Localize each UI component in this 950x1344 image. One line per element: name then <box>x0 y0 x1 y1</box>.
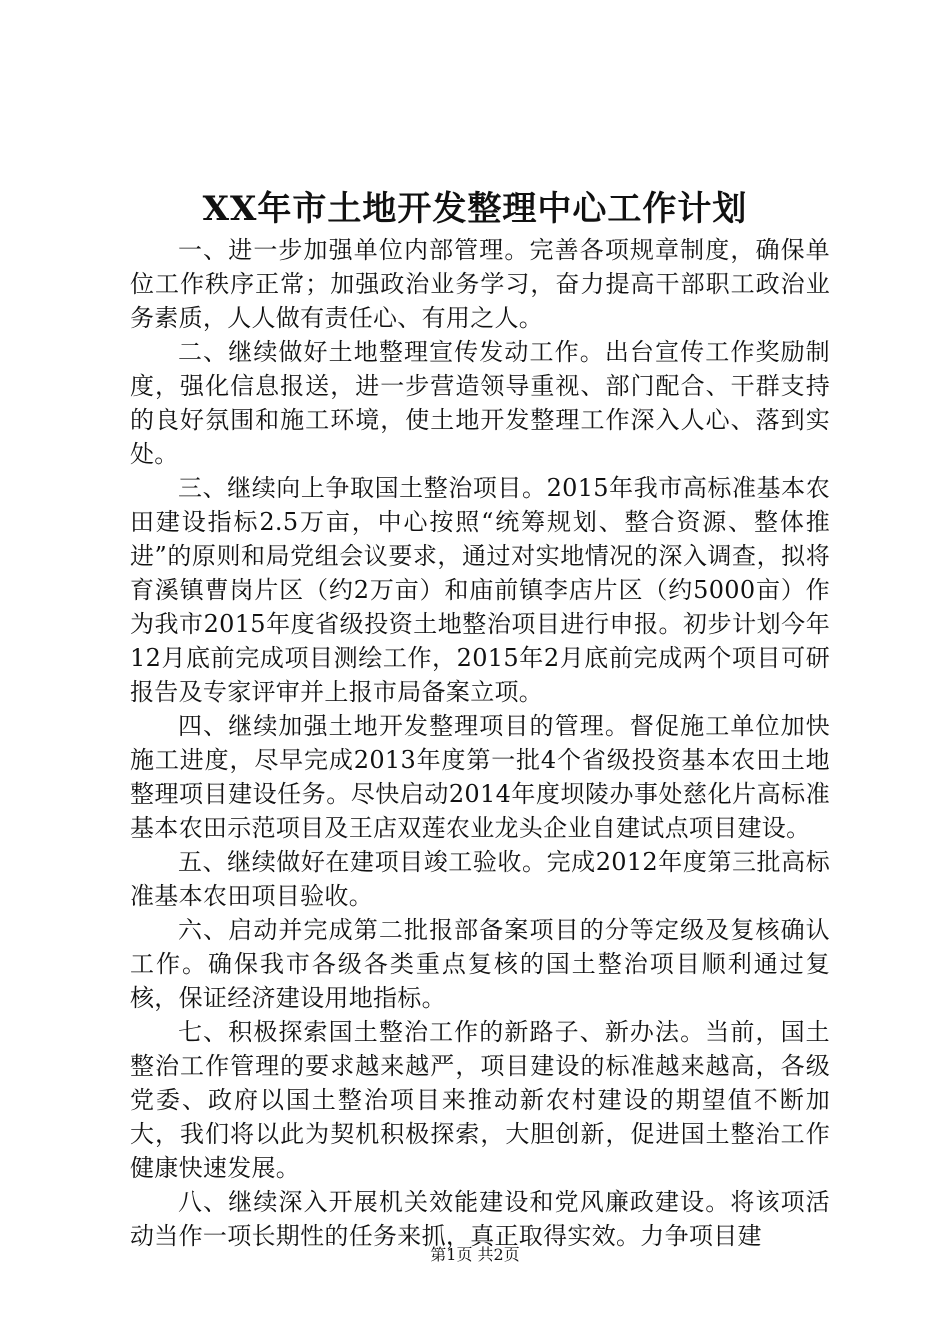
paragraph-1: 一、进一步加强单位内部管理。完善各项规章制度，确保单位工作秩序正常；加强政治业务学习，奋力提高干部职工政治业务素质，人人做有责任心、有用之人。 <box>130 236 830 332</box>
paragraph-7: 七、积极探索国土整治工作的新路子、新办法。当前，国土整治工作管理的要求越来越严，项目建设的标准越来越高，各级党委、政府以国土整治项目来推动新农村建设的期望值不断加大，我们将以此为契机积极探索，大胆创新，促进国土整治工作健康快速发展。 <box>130 1018 830 1182</box>
paragraph-6: 六、启动并完成第二批报部备案项目的分等定级及复核确认工作。确保我市各级各类重点复核的国土整治项目顺利通过复核，保证经济建设用地指标。 <box>130 916 830 1012</box>
paragraph-2: 二、继续做好土地整理宣传发动工作。出台宣传工作奖励制度，强化信息报送，进一步营造领导重视、部门配合、干群支持的良好氛围和施工环境，使土地开发整理工作深入人心、落到实处。 <box>130 338 830 468</box>
document-body <box>130 233 830 1253</box>
paragraph-5: 五、继续做好在建项目竣工验收。完成2012年度第三批高标准基本农田项目验收。 <box>130 848 830 910</box>
page-number-footer: 第1页 共2页 <box>430 1245 520 1264</box>
paragraph-8: 八、继续深入开展机关效能建设和党风廉政建设。将该项活动当作一项长期性的任务来抓，真正取得实效。力争项目建 <box>130 1188 830 1250</box>
paragraph-4: 四、继续加强土地开发整理项目的管理。督促施工单位加快施工进度，尽早完成2013年度第一批4个省级投资基本农田土地整理项目建设任务。尽快启动2014年度坝陵办事处慈化片高标准基本农田示范项目及王店双莲农业龙头企业自建试点项目建设。 <box>130 712 830 842</box>
document-title: XX年市土地开发整理中心工作计划 <box>202 189 748 229</box>
paragraph-3: 三、继续向上争取国土整治项目。2015年我市高标准基本农田建设指标2.5万亩，中心按照“统筹规划、整合资源、整体推进”的原则和局党组会议要求，通过对实地情况的深入调查，拟将育溪镇曹岗片区（约2万亩）和庙前镇李店片区（约5000亩）作为我市2015年度省级投资土地整治项目进行申报。初步计划今年12月底前完成项目测绘工作，2015年2月底前完成两个项目可研报告及专家评审并上报市局备案立项。 <box>130 474 830 706</box>
